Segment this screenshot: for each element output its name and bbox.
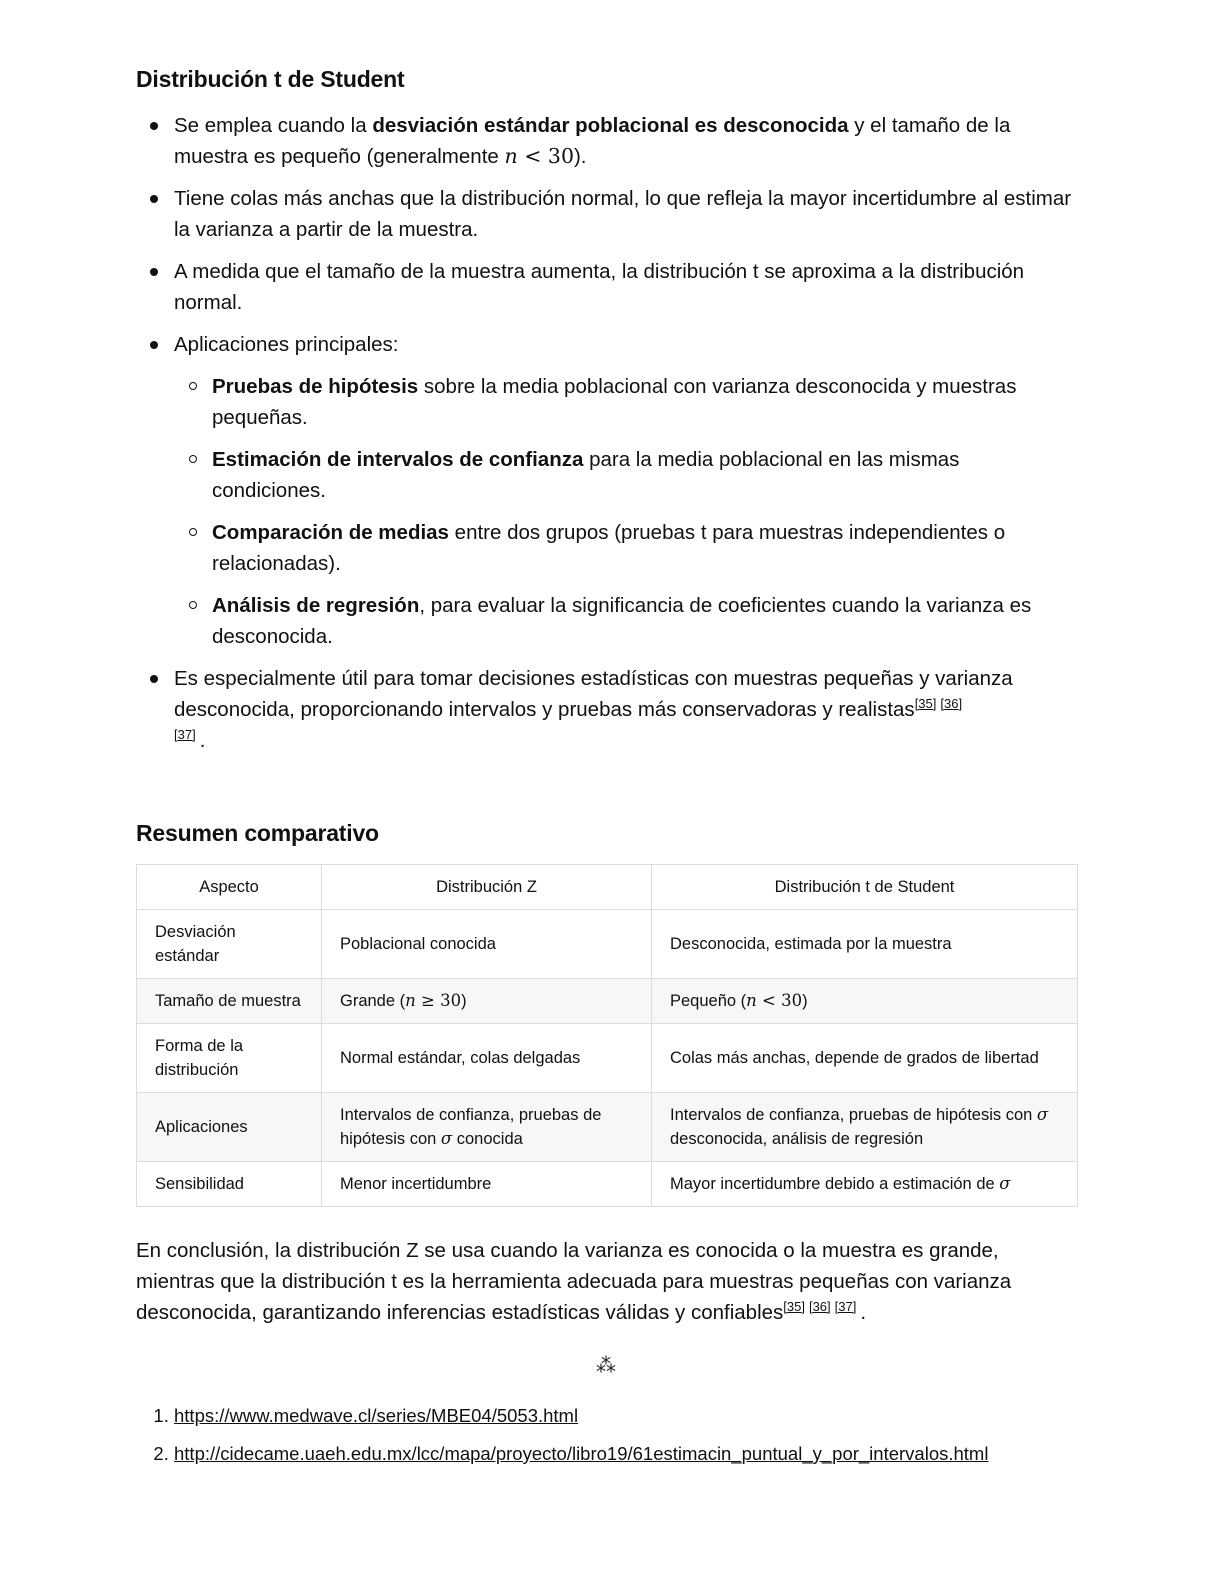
citation-link-35[interactable]: [35]	[914, 696, 937, 711]
math-variable: n	[504, 144, 518, 168]
cell-t: Desconocida, estimada por la muestra	[652, 910, 1078, 979]
cell-t: Pequeño (n < 30)	[652, 979, 1078, 1024]
column-header-t: Distribución t de Student	[652, 865, 1078, 910]
table-header-row	[137, 865, 1078, 910]
column-header-aspecto: Aspecto	[137, 865, 322, 910]
reference-link[interactable]: http://cidecame.uaeh.edu.mx/lcc/mapa/proyecto/libro19/61estimacin_puntual_y_por_intervalos.html	[174, 1443, 989, 1464]
cell-aspect: Sensibilidad	[137, 1162, 322, 1207]
cell-t: Intervalos de confianza, pruebas de hipótesis con σ desconocida, análisis de regresión	[652, 1093, 1078, 1162]
reference-link[interactable]: https://www.medwave.cl/series/MBE04/5053.html	[174, 1405, 579, 1426]
sigma-symbol: σ	[440, 1129, 453, 1148]
bullet-item: Tiene colas más anchas que la distribución normal, lo que refleja la mayor incertidumbre al estimar la varianza a partir de la muestra.	[174, 183, 1076, 245]
cell-z: Grande (n ≥ 30)	[322, 979, 652, 1024]
conclusion-paragraph: En conclusión, la distribución Z se usa cuando la varianza es conocida o la muestra es grande, mientras que la distribución t es la herramienta adecuada para muestras pequeñas con varianza desconocida, garantizando inferencias estadísticas válidas y confiables[35] [36] [37] .	[136, 1239, 1012, 1324]
reference-item	[174, 1402, 1076, 1430]
bullet-item: Aplicaciones principales: Pruebas de hipótesis sobre la media poblacional con varianza desconocida y muestras pequeñas. Estimación de intervalos de confianza para la media poblacional en las mismas condiciones. Comparación de medias entre dos grupos (pruebas t para muestras independientes o relacionadas). Análisis de regresión, para evaluar la significancia de coeficientes cuando la varianza es desconocida.	[174, 329, 1076, 652]
cell-z: Poblacional conocida	[322, 910, 652, 979]
applications-sublist	[174, 371, 1076, 652]
column-header-z: Distribución Z	[322, 865, 652, 910]
section-title-student: Distribución t de Student	[136, 66, 405, 92]
citation-link-37[interactable]: [37]	[174, 727, 196, 742]
sub-bullet-item: Comparación de medias entre dos grupos (pruebas t para muestras independientes o relacionadas).	[212, 517, 1076, 579]
bullet-item: Es especialmente útil para tomar decisiones estadísticas con muestras pequeñas y varianza desconocida, proporcionando intervalos y pruebas más conservadoras y realistas[35] [36] [37] .	[174, 663, 1076, 756]
cell-aspect: Desviación estándar	[137, 910, 322, 979]
cell-z: Menor incertidumbre	[322, 1162, 652, 1207]
table-row	[137, 1024, 1078, 1093]
bold-phrase: desviación estándar poblacional es desconocida	[372, 114, 849, 137]
cell-z: Intervalos de confianza, pruebas de hipótesis con σ conocida	[322, 1093, 652, 1162]
cell-aspect: Aplicaciones	[137, 1093, 322, 1162]
asterism-divider: ⁂	[596, 1355, 616, 1377]
sigma-symbol: σ	[999, 1174, 1011, 1193]
sub-bullet-item: Pruebas de hipótesis sobre la media poblacional con varianza desconocida y muestras pequeñas.	[212, 371, 1076, 433]
student-bullet-list	[136, 110, 1076, 756]
section-title-resumen: Resumen comparativo	[136, 820, 379, 846]
citation-link-35[interactable]: [35]	[783, 1299, 805, 1314]
bullet-item: Se emplea cuando la desviación estándar poblacional es desconocida y el tamaño de la muestra es pequeño (generalmente n < 30).	[174, 110, 1076, 172]
reference-list	[136, 1402, 1076, 1468]
table-row	[137, 1093, 1078, 1162]
cell-aspect: Tamaño de muestra	[137, 979, 322, 1024]
table-row	[137, 910, 1078, 979]
cell-t: Colas más anchas, depende de grados de libertad	[652, 1024, 1078, 1093]
cell-aspect: Forma de la distribución	[137, 1024, 322, 1093]
comparison-table	[136, 864, 1078, 1207]
citation-link-36[interactable]: [36]	[808, 1299, 831, 1314]
citation-group	[783, 1299, 860, 1314]
bullet-item: A medida que el tamaño de la muestra aumenta, la distribución t se aproxima a la distribución normal.	[174, 256, 1076, 318]
table-row	[137, 979, 1078, 1024]
table-row	[137, 1162, 1078, 1207]
citation-link-37[interactable]: [37]	[834, 1299, 857, 1314]
cell-t: Mayor incertidumbre debido a estimación de σ	[652, 1162, 1078, 1207]
document-page	[136, 62, 1076, 1478]
sub-bullet-item: Estimación de intervalos de confianza para la media poblacional en las mismas condiciones.	[212, 444, 1076, 506]
sub-bullet-item: Análisis de regresión, para evaluar la significancia de coeficientes cuando la varianza es desconocida.	[212, 590, 1076, 652]
sigma-symbol: σ	[1036, 1105, 1049, 1124]
cell-z: Normal estándar, colas delgadas	[322, 1024, 652, 1093]
reference-item	[174, 1440, 1076, 1468]
citation-link-36[interactable]: [36]	[940, 696, 963, 711]
